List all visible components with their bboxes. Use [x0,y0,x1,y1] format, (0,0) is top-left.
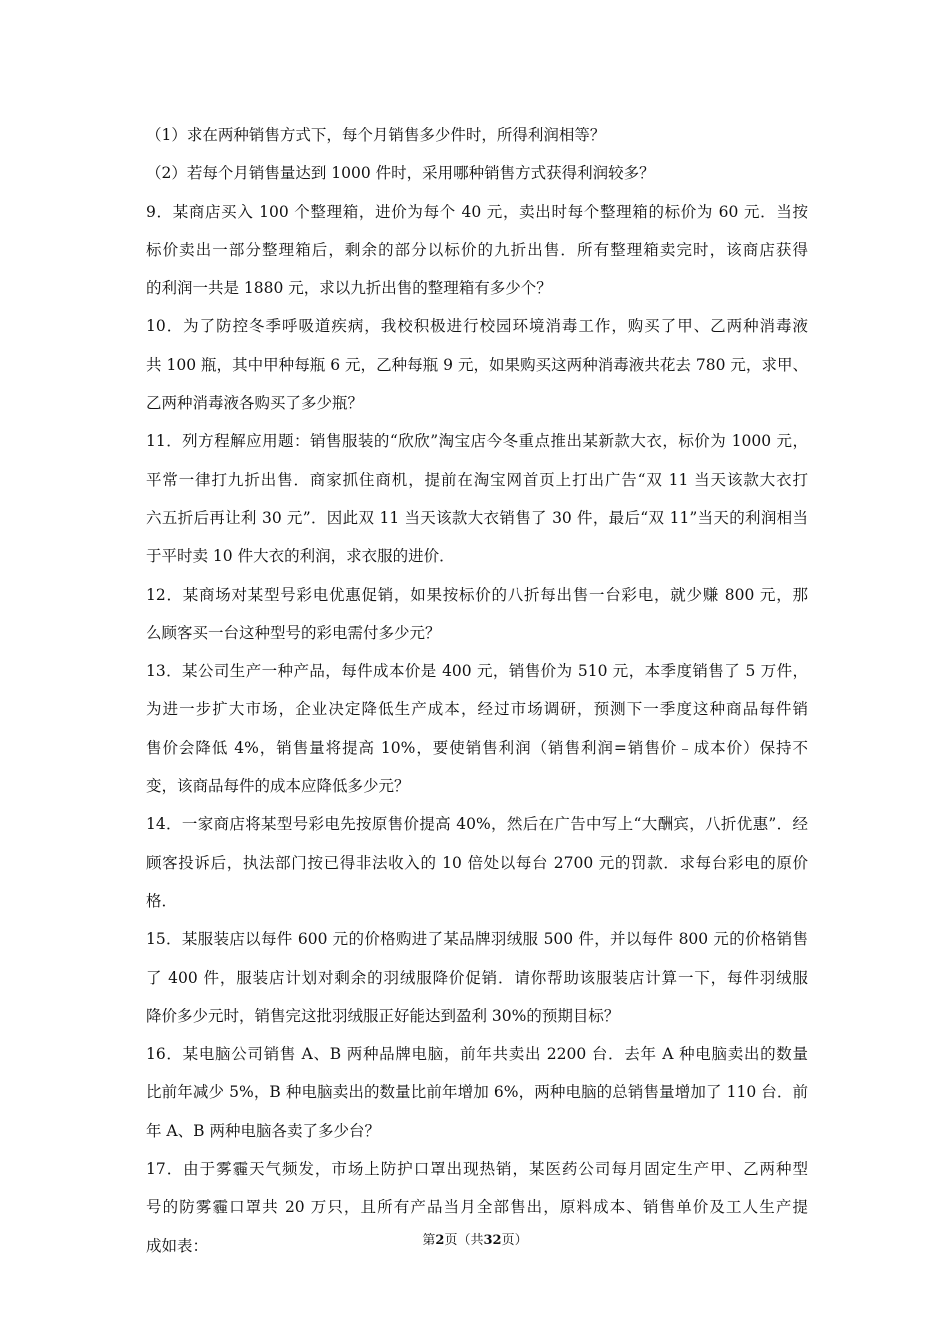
text-line: 号的防雾霾口罩共 20 万只，且所有产品当月全部售出，原料成本、销售单价及工人生产提 [146,1198,808,1217]
text-line: 变，该商品每件的成本应降低多少元？ [146,777,410,796]
footer-prefix: 第 [422,1233,436,1248]
text-line: 17．由于雾霾天气频发，市场上防护口罩出现热销，某医药公司每月固定生产甲、乙两种型 [146,1160,808,1179]
text-line: 13．某公司生产一种产品，每件成本价是 400 元，销售价为 510 元，本季度销售了 5 万件， [146,662,808,681]
footer-total-pages: 32 [483,1233,502,1248]
text-line: 于平时卖 10 件大衣的利润，求衣服的进价． [146,547,455,566]
text-line: 12．某商场对某型号彩电优惠促销，如果按标价的八折每出售一台彩电，就少赚 800 元，那 [146,585,808,604]
text-line: 共 100 瓶，其中甲种每瓶 6 元，乙种每瓶 9 元，如果购买这两种消毒液共花去 780 元，求甲、 [146,355,808,374]
text-line: （1）求在两种销售方式下，每个月销售多少件时，所得利润相等？ [146,126,606,144]
page-body [146,116,808,1265]
footer-mid: 页（共 [444,1233,484,1248]
text-line: 比前年减少 5%，B 种电脑卖出的数量比前年增加 6%，两种电脑的总销售量增加了 110 台．前 [146,1083,808,1102]
text-line: 成如表： [146,1236,209,1255]
text-line: 年 A、B 两种电脑各卖了多少台？ [146,1121,380,1140]
text-line: 乙两种消毒液各购买了多少瓶？ [146,394,364,413]
text-line: 11．列方程解应用题：销售服装的“欣欣”淘宝店今冬重点推出某新款大衣，标价为 1000 元， [146,432,808,451]
page-footer [0,1229,950,1248]
text-line: 顾客投诉后，执法部门按已得非法收入的 10 倍处以每台 2700 元的罚款．求每台彩电的原价 [146,853,808,872]
text-line: 售价会降低 4%，销售量将提高 10%，要使销售利润（销售利润=销售价﹣成本价）保持不 [146,738,808,757]
text-line: 降价多少元时，销售完这批羽绒服正好能达到盈利 30%的预期目标？ [146,1006,620,1025]
text-line: 了 400 件，服装店计划对剩余的羽绒服降价促销．请你帮助该服装店计算一下，每件羽绒服 [146,968,808,987]
text-line: 10．为了防控冬季呼吸道疾病，我校积极进行校园环境消毒工作，购买了甲、乙两种消毒液 [146,317,808,336]
text-line: 格． [146,891,178,910]
text-line: 么顾客买一台这种型号的彩电需付多少元？ [146,623,441,642]
text-line: 14．一家商店将某型号彩电先按原售价提高 40%，然后在广告中写上“大酬宾，八折优惠”．经 [146,815,808,834]
text-line: 16．某电脑公司销售 A、B 两种品牌电脑，前年共卖出 2200 台．去年 A 种电脑卖出的数量 [146,1045,808,1064]
text-line: 标价卖出一部分整理箱后，剩余的部分以标价的九折出售．所有整理箱卖完时，该商店获得 [146,240,808,259]
text-line: 15．某服装店以每件 600 元的价格购进了某品牌羽绒服 500 件，并以每件 800 元的价格销售 [146,930,808,949]
text-line: 平常一律打九折出售．商家抓住商机，提前在淘宝网首页上打出广告“双 11 当天该款大衣打 [146,470,808,489]
text-line: （2）若每个月销售量达到 1000 件时，采用哪种销售方式获得利润较多？ [146,164,655,183]
text-line: 为进一步扩大市场，企业决定降低生产成本，经过市场调研，预测下一季度这种商品每件销 [146,700,808,719]
footer-page-number: 2 [435,1233,445,1248]
footer-suffix: 页） [501,1233,528,1248]
text-line: 的利润一共是 1880 元，求以九折出售的整理箱有多少个？ [146,279,552,298]
text-line: 六五折后再让利 30 元”．因此双 11 当天该款大衣销售了 30 件，最后“双 11”当天的利润相当 [146,508,808,527]
text-line: 9．某商店买入 100 个整理箱，进价为每个 40 元，卖出时每个整理箱的标价为 60 元．当按 [146,202,808,221]
